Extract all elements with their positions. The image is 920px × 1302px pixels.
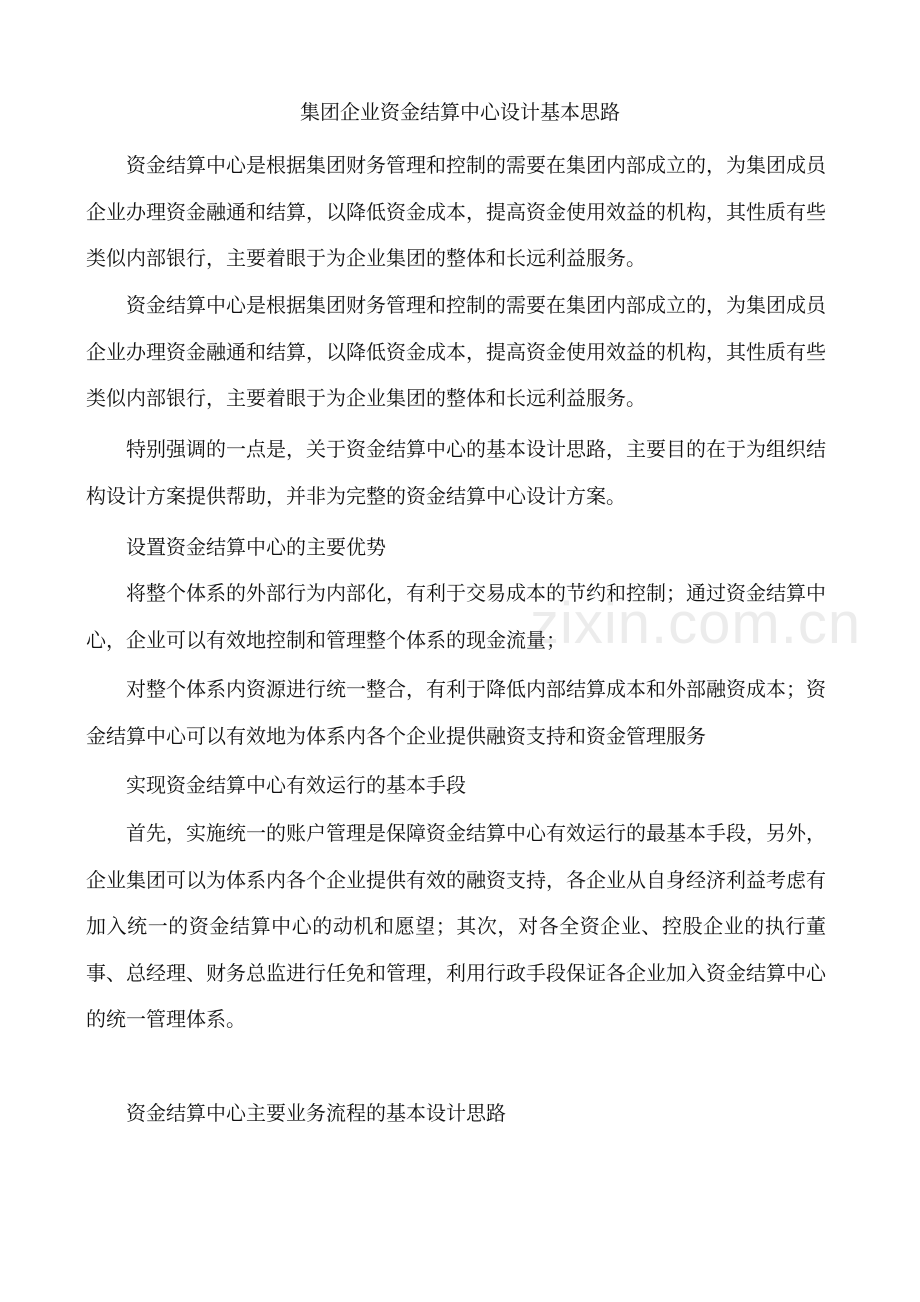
paragraph-definition-2: 资金结算中心是根据集团财务管理和控制的需要在集团内部成立的，为集团成员企业办理资金融通和结算，以降低资金成本，提高资金使用效益的机构，其性质有些类似内部银行，主要着眼于为企业集团的整体和长远利益服务。 — [86, 293, 826, 410]
section-heading-flow: 资金结算中心主要业务流程的基本设计思路 — [126, 1101, 506, 1125]
paragraph-advantage-2: 对整个体系内资源进行统一整合，有利于降低内部结算成本和外部融资成本；资金结算中心可以有效地为体系内各个企业提供融资支持和资金管理服务 — [86, 677, 826, 748]
paragraph-definition-1: 资金结算中心是根据集团财务管理和控制的需要在集团内部成立的，为集团成员企业办理资金融通和结算，以降低资金成本，提高资金使用效益的机构，其性质有些类似内部银行，主要着眼于为企业集团的整体和长远利益服务。 — [86, 153, 826, 270]
watermark: zixin.com.cn — [530, 591, 862, 656]
paragraph-advantage-1: 将整个体系的外部行为内部化，有利于交易成本的节约和控制；通过资金结算中心，企业可以有效地控制和管理整个体系的现金流量； — [86, 581, 826, 652]
paragraph-means: 首先，实施统一的账户管理是保障资金结算中心有效运行的最基本手段，另外，企业集团可以为体系内各个企业提供有效的融资支持，各企业从自身经济利益考虑有加入统一的资金结算中心的动机和愿望；其次，对各全资企业、控股企业的执行董事、总经理、财务总监进行任免和管理，利用行政手段保证各企业加入资金结算中心的统一管理体系。 — [86, 821, 826, 1031]
document-title: 集团企业资金结算中心设计基本思路 — [300, 100, 620, 124]
section-heading-means: 实现资金结算中心有效运行的基本手段 — [126, 773, 466, 797]
paragraph-emphasis: 特别强调的一点是，关于资金结算中心的基本设计思路，主要目的在于为组织结构设计方案提供帮助，并非为完整的资金结算中心设计方案。 — [86, 437, 826, 508]
section-heading-advantages: 设置资金结算中心的主要优势 — [126, 535, 386, 559]
